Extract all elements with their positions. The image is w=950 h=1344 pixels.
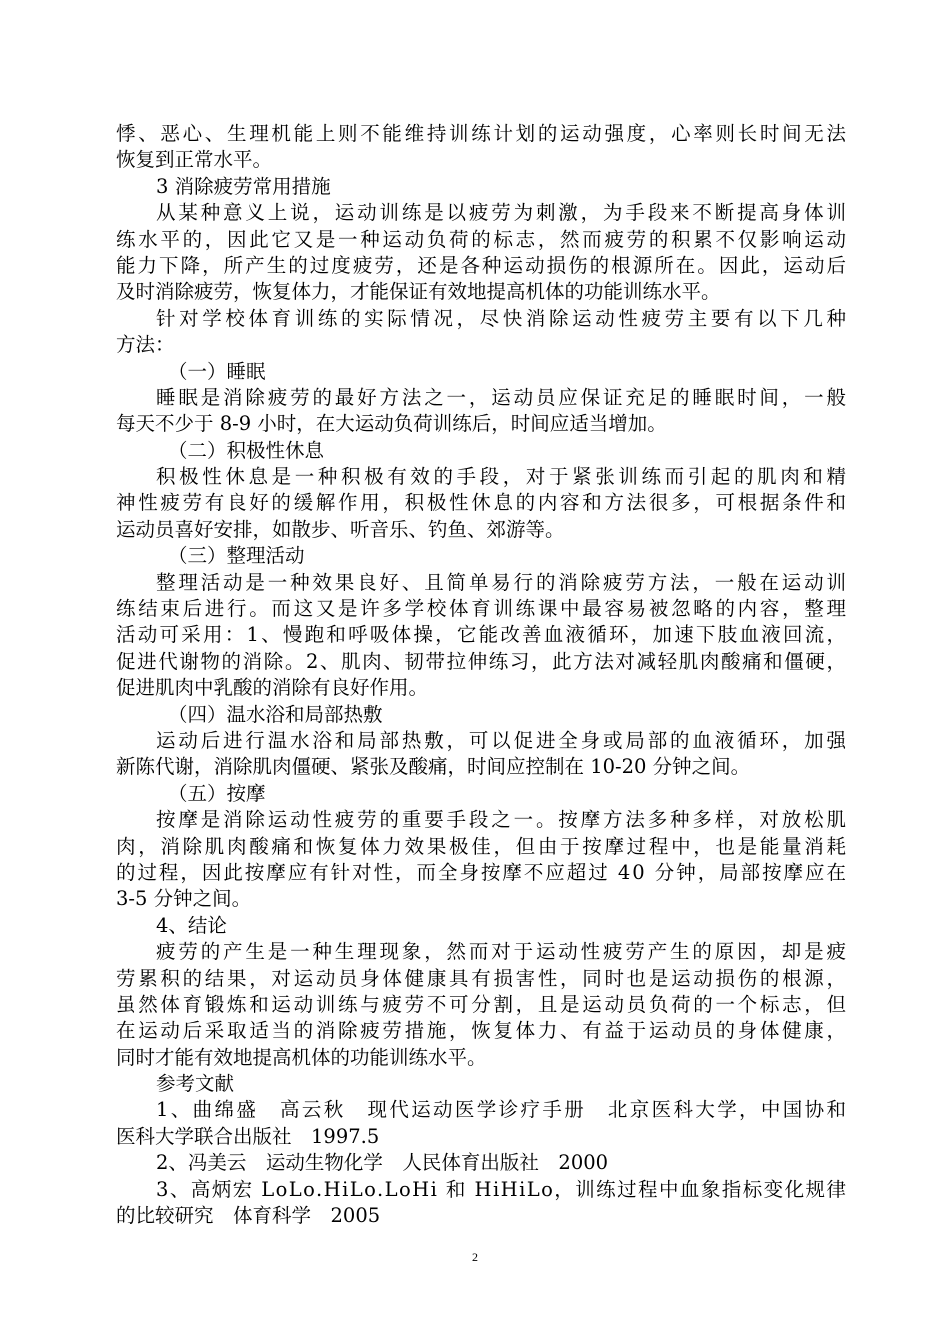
text-line: 能力下降，所产生的过度疲劳，还是各种运动损伤的根源所在。因此，运动后 xyxy=(116,253,849,277)
text-line: 从某种意义上说，运动训练是以疲劳为刺激，为手段来不断提高身体训 xyxy=(156,201,849,225)
text-line: （五）按摩 xyxy=(168,781,266,805)
text-line: 2、冯美云 运动生物化学 人民体育出版社 2000 xyxy=(156,1151,609,1175)
text-line: 医科大学联合出版社 1997.5 xyxy=(116,1124,380,1148)
text-line: 按摩是消除运动性疲劳的重要手段之一。按摩方法多种多样，对放松肌 xyxy=(156,808,849,832)
page-number: 2 xyxy=(472,1250,478,1264)
text-line: 1、曲绵盛 高云秋 现代运动医学诊疗手册 北京医科大学，中国协和 xyxy=(156,1098,849,1122)
text-line: 恢复到正常水平。 xyxy=(116,148,273,172)
text-line: 方法： xyxy=(116,333,175,357)
text-line: 同时才能有效地提高机体的功能训练水平。 xyxy=(116,1045,487,1069)
text-line: 悸、恶心、生理机能上则不能维持训练计划的运动强度，心率则长时间无法 xyxy=(116,122,849,145)
text-line: 练水平的，因此它又是一种运动负荷的标志，然而疲劳的积累不仅影响运动 xyxy=(116,227,849,251)
text-line: （三）整理活动 xyxy=(168,544,305,568)
text-line: 的过程，因此按摩应有针对性，而全身按摩不应超过 40 分钟，局部按摩应在 xyxy=(116,860,848,884)
text-line: 运动员喜好安排，如散步、听音乐、钓鱼、郊游等。 xyxy=(116,517,565,541)
text-line: 睡眠是消除疲劳的最好方法之一，运动员应保证充足的睡眠时间，一般 xyxy=(156,385,849,409)
text-line: 神性疲劳有良好的缓解作用，积极性休息的内容和方法很多，可根据条件和 xyxy=(116,491,849,515)
text-line: 3 消除疲劳常用措施 xyxy=(156,174,331,198)
text-line: 3、高炳宏 LoLo.HiLo.LoHi 和 HiHiLo，训练过程中血象指标变化规律 xyxy=(156,1177,848,1201)
text-line: 4、结论 xyxy=(156,913,227,937)
text-line: 肉，消除肌肉酸痛和恢复体力效果极佳，但由于按摩过程中，也是能量消耗 xyxy=(116,834,849,858)
text-line: 疲劳的产生是一种生理现象，然而对于运动性疲劳产生的原因，却是疲 xyxy=(156,940,849,964)
body-text xyxy=(116,121,850,1229)
text-line: 活动可采用：1、慢跑和呼吸体操，它能改善血液循环，加速下肢血液回流， xyxy=(116,623,849,647)
text-line: （二）积极性休息 xyxy=(168,438,325,462)
text-line: 每天不少于 8-9 小时，在大运动负荷训练后，时间应适当增加。 xyxy=(116,412,667,436)
text-line: 积极性休息是一种积极有效的手段，对于紧张训练而引起的肌肉和精 xyxy=(156,465,850,489)
text-line: 整理活动是一种效果良好、且简单易行的消除疲劳方法，一般在运动训 xyxy=(156,570,849,594)
text-line: 练结束后进行。而这又是许多学校体育训练课中最容易被忽略的内容，整理 xyxy=(116,597,849,621)
text-line: 劳累积的结果，对运动员身体健康具有损害性，同时也是运动损伤的根源， xyxy=(116,966,849,990)
text-line: 的比较研究 体育科学 2005 xyxy=(116,1204,381,1228)
text-line: 新陈代谢，消除肌肉僵硬、紧张及酸痛，时间应控制在 10-20 分钟之间。 xyxy=(116,755,751,779)
text-line: （一）睡眠 xyxy=(168,359,266,383)
text-line: 及时消除疲劳，恢复体力，才能保证有效地提高机体的功能训练水平。 xyxy=(116,280,721,304)
text-line: 促进肌肉中乳酸的消除有良好作用。 xyxy=(116,676,429,700)
text-line: 虽然体育锻炼和运动训练与疲劳不可分割，且是运动员负荷的一个标志，但 xyxy=(116,992,849,1016)
text-line: 针对学校体育训练的实际情况，尽快消除运动性疲劳主要有以下几种 xyxy=(156,306,850,330)
text-line: 3-5 分钟之间。 xyxy=(116,887,252,911)
text-line: 参考文献 xyxy=(156,1072,235,1096)
text-line: 运动后进行温水浴和局部热敷，可以促进全身或局部的血液循环，加强 xyxy=(156,728,849,752)
text-line: 促进代谢物的消除。2、肌肉、韧带拉伸练习，此方法对减轻肌肉酸痛和僵硬， xyxy=(116,649,848,673)
text-line: 在运动后采取适当的消除疲劳措施，恢复体力、有益于运动员的身体健康， xyxy=(116,1019,849,1043)
text-line: （四）温水浴和局部热敷 xyxy=(168,702,383,726)
